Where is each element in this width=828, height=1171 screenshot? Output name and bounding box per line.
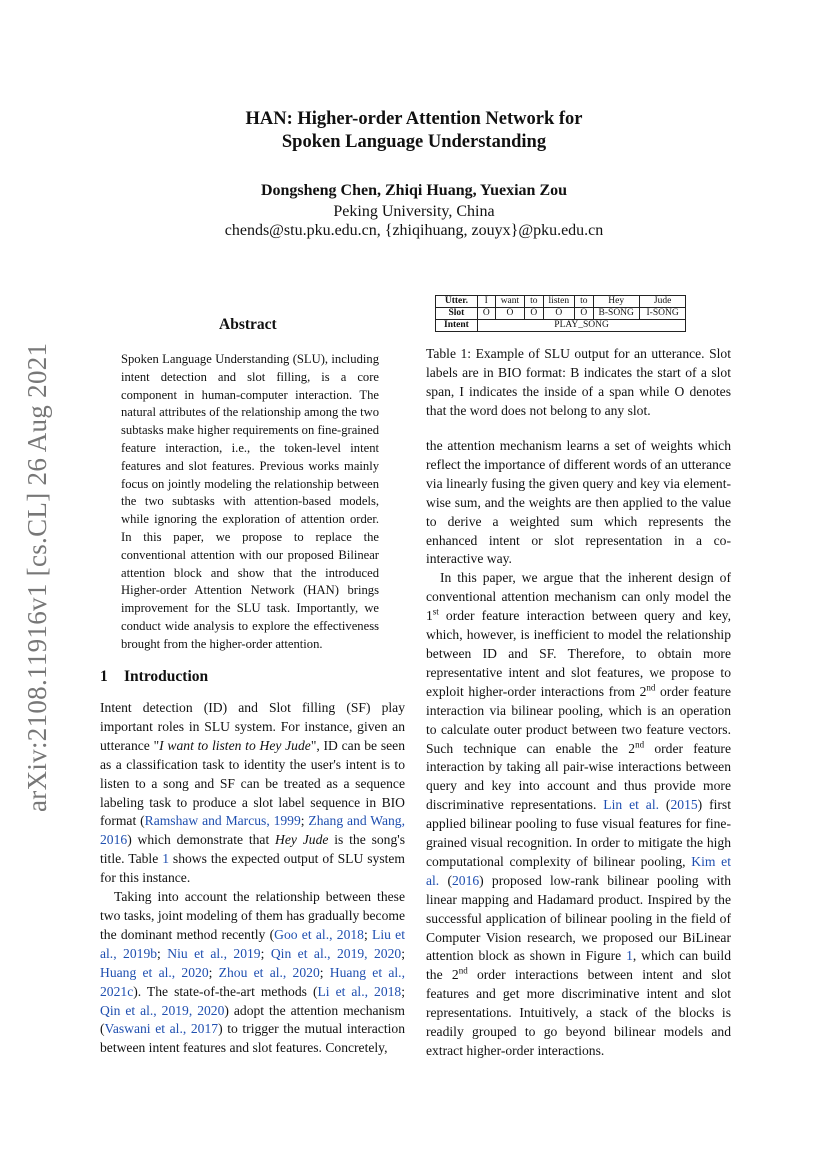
table-cell: O bbox=[575, 308, 593, 320]
citation-link[interactable]: Li et al., 2018 bbox=[317, 983, 402, 999]
citation-link[interactable]: Qin et al., 2019, 2020 bbox=[270, 945, 402, 961]
table-cell: I-SONG bbox=[639, 308, 685, 320]
citation-link[interactable]: Huang et al., 2020 bbox=[100, 964, 209, 980]
table-cell: Jude bbox=[639, 296, 685, 308]
table-cell: listen bbox=[543, 296, 575, 308]
right-column-body bbox=[426, 437, 731, 1061]
table-cell: to bbox=[575, 296, 593, 308]
citation-link[interactable]: Zhang and Wang, 2016 bbox=[100, 813, 405, 848]
paragraph: In this paper, we argue that the inherent design of conventional attention mechanism can only model the 1st order feature interaction between query and key, which, however, is inefficient to model the relationship between ID and SF. Therefore, to obtain more representative intent and slot features, we propose to exploit higher-order interactions from 2nd order feature interaction via bilinear pooling, which is an operation to calculate outer product between two feature vectors. Such technique can enable the 2nd order feature interaction by taking all pair-wise interactions between query and key into account and thus provide more discriminative representations. Lin et al. (2015) first applied bilinear pooling to fuse visual features for fine-grained visual recognition. In order to mitigate the high computational complexity of bilinear pooling, Kim et al. (2016) proposed low-rank bilinear pooling with linear mapping and Hadamard product. Inspired by the successful application of bilinear pooling in the field of Computer Vision research, we proposed our BiLinear attention block as shown in Figure 1, which can build the 2nd order interactions between intent and slot features and get more discriminative intent and slot representations. Intuitively, a stack of the blocks is readily grouped to go beyond bilinear models and extract higher-order interactions. bbox=[426, 570, 732, 1058]
table-1-slu-example bbox=[435, 295, 686, 332]
arxiv-identifier: arXiv:2108.11916v1 [cs.CL] 26 Aug 2021 bbox=[22, 342, 52, 812]
table-header-intent: Intent bbox=[436, 320, 478, 332]
abstract-text: Spoken Language Understanding (SLU), including intent detection and slot filling, is a core component in human-computer interaction. The natural attributes of the relationship among the two subtasks make higher requirements on fine-grained feature interaction, i.e., the token-level intent features and slot features. Previous works mainly focus on jointly modeling the relationship between the two subtasks with attention-based models, while ignoring the exploration of attention order. In this paper, we propose to replace the conventional attention with our proposed Bilinear attention block and show that the introduced Higher-order Attention Network (HAN) brings improvement for the SLU task. Importantly, we conduct wide analysis to explore the effectiveness brought from the higher-order attention. bbox=[121, 352, 379, 651]
table-reference-link[interactable]: 1 bbox=[162, 851, 169, 867]
citation-link[interactable]: Liu et al., 2019b bbox=[100, 926, 405, 961]
citation-link[interactable]: Niu et al., 2019 bbox=[167, 945, 261, 961]
paragraph: Intent detection (ID) and Slot filling (SF) play important roles in SLU system. For instance, given an utterance "I want to listen to Hey Jude", ID can be seen as a classification task to identity the user's intent is to listen to a song and SF can be treated as a sequence labeling task to produce a slot label sequence in BIO format (Ramshaw and Marcus, 1999; Zhang and Wang, 2016) which demonstrate that Hey Jude is the song's title. Table 1 shows the expected output of SLU system for this instance. bbox=[100, 700, 406, 886]
table-1-caption: Table 1: Example of SLU output for an utterance. Slot labels are in BIO format: B indicates the start of a slot span, I indicates the inside of a span while O denotes that the word does not belong to any slot. bbox=[426, 346, 731, 418]
table-row-intent bbox=[436, 320, 686, 332]
table-row-slot bbox=[436, 308, 686, 320]
email-addresses: chends@stu.pku.edu.cn, {zhiqihuang, zouyx}@pku.edu.cn bbox=[224, 222, 604, 239]
table-cell: O bbox=[495, 308, 524, 320]
section-heading-introduction bbox=[100, 668, 208, 686]
paragraph: Taking into account the relationship between these two tasks, joint modeling of them has gradually become the dominant method recently (Goo et al., 2018; Liu et al., 2019b; Niu et al., 2019; Qin et al., 2019, 2020; Huang et al., 2020; Zhou et al., 2020; Huang et al., 2021c). The state-of-the-art methods (Li et al., 2018; Qin et al., 2019, 2020) adopt the attention mechanism (Vaswani et al., 2017) to trigger the mutual interaction between intent features and slot features. Concretely, bbox=[100, 889, 405, 1056]
table-cell: to bbox=[525, 296, 543, 308]
affiliation: Peking University, China bbox=[333, 203, 495, 220]
citation-link[interactable]: Qin et al., 2019, 2020 bbox=[100, 1002, 225, 1018]
author-list: Dongsheng Chen, Zhiqi Huang, Yuexian Zou bbox=[260, 182, 568, 199]
figure-reference-link[interactable]: 1 bbox=[626, 948, 633, 964]
citation-link[interactable]: 2015 bbox=[670, 797, 698, 813]
citation-link[interactable]: 2016 bbox=[451, 872, 480, 888]
section-number: 1 bbox=[100, 668, 108, 685]
citation-link[interactable]: Huang et al., 2021c bbox=[100, 964, 405, 999]
section-title: Introduction bbox=[124, 668, 209, 685]
table-cell: want bbox=[495, 296, 524, 308]
table-header-utter: Utter. bbox=[436, 296, 478, 308]
table-row-utterance bbox=[436, 296, 686, 308]
citation-link[interactable]: Kim et al. bbox=[426, 853, 731, 888]
table-cell: O bbox=[525, 308, 543, 320]
citation-link[interactable]: Vaswani et al., 2017 bbox=[104, 1021, 219, 1037]
table-header-slot: Slot bbox=[436, 308, 478, 320]
citation-link[interactable]: Ramshaw and Marcus, 1999 bbox=[144, 813, 301, 829]
table-cell: Hey bbox=[593, 296, 639, 308]
paragraph: the attention mechanism learns a set of weights which reflect the importance of different words of an utterance via linearly fusing the given query and key via element-wise sum, and the weights are then applied to the value to derive a weighted sum which represents the enhanced intent or slot representation in a co-interactive way. bbox=[426, 438, 731, 567]
table-cell: I bbox=[477, 296, 495, 308]
citation-link[interactable]: Zhou et al., 2020 bbox=[218, 964, 320, 980]
citation-link[interactable]: Goo et al., 2018 bbox=[274, 926, 364, 942]
table-cell: B-SONG bbox=[593, 308, 639, 320]
abstract-heading: Abstract bbox=[219, 316, 277, 333]
title-line-2: Spoken Language Understanding bbox=[281, 132, 547, 152]
table-cell: O bbox=[477, 308, 495, 320]
paper-title bbox=[0, 108, 828, 154]
citation-link[interactable]: Lin et al. bbox=[603, 797, 660, 813]
table-cell: O bbox=[543, 308, 575, 320]
left-column-body bbox=[100, 699, 405, 1058]
title-line-1: HAN: Higher-order Attention Network for bbox=[245, 109, 583, 129]
table-cell-intent: PLAY_SONG bbox=[477, 320, 686, 332]
